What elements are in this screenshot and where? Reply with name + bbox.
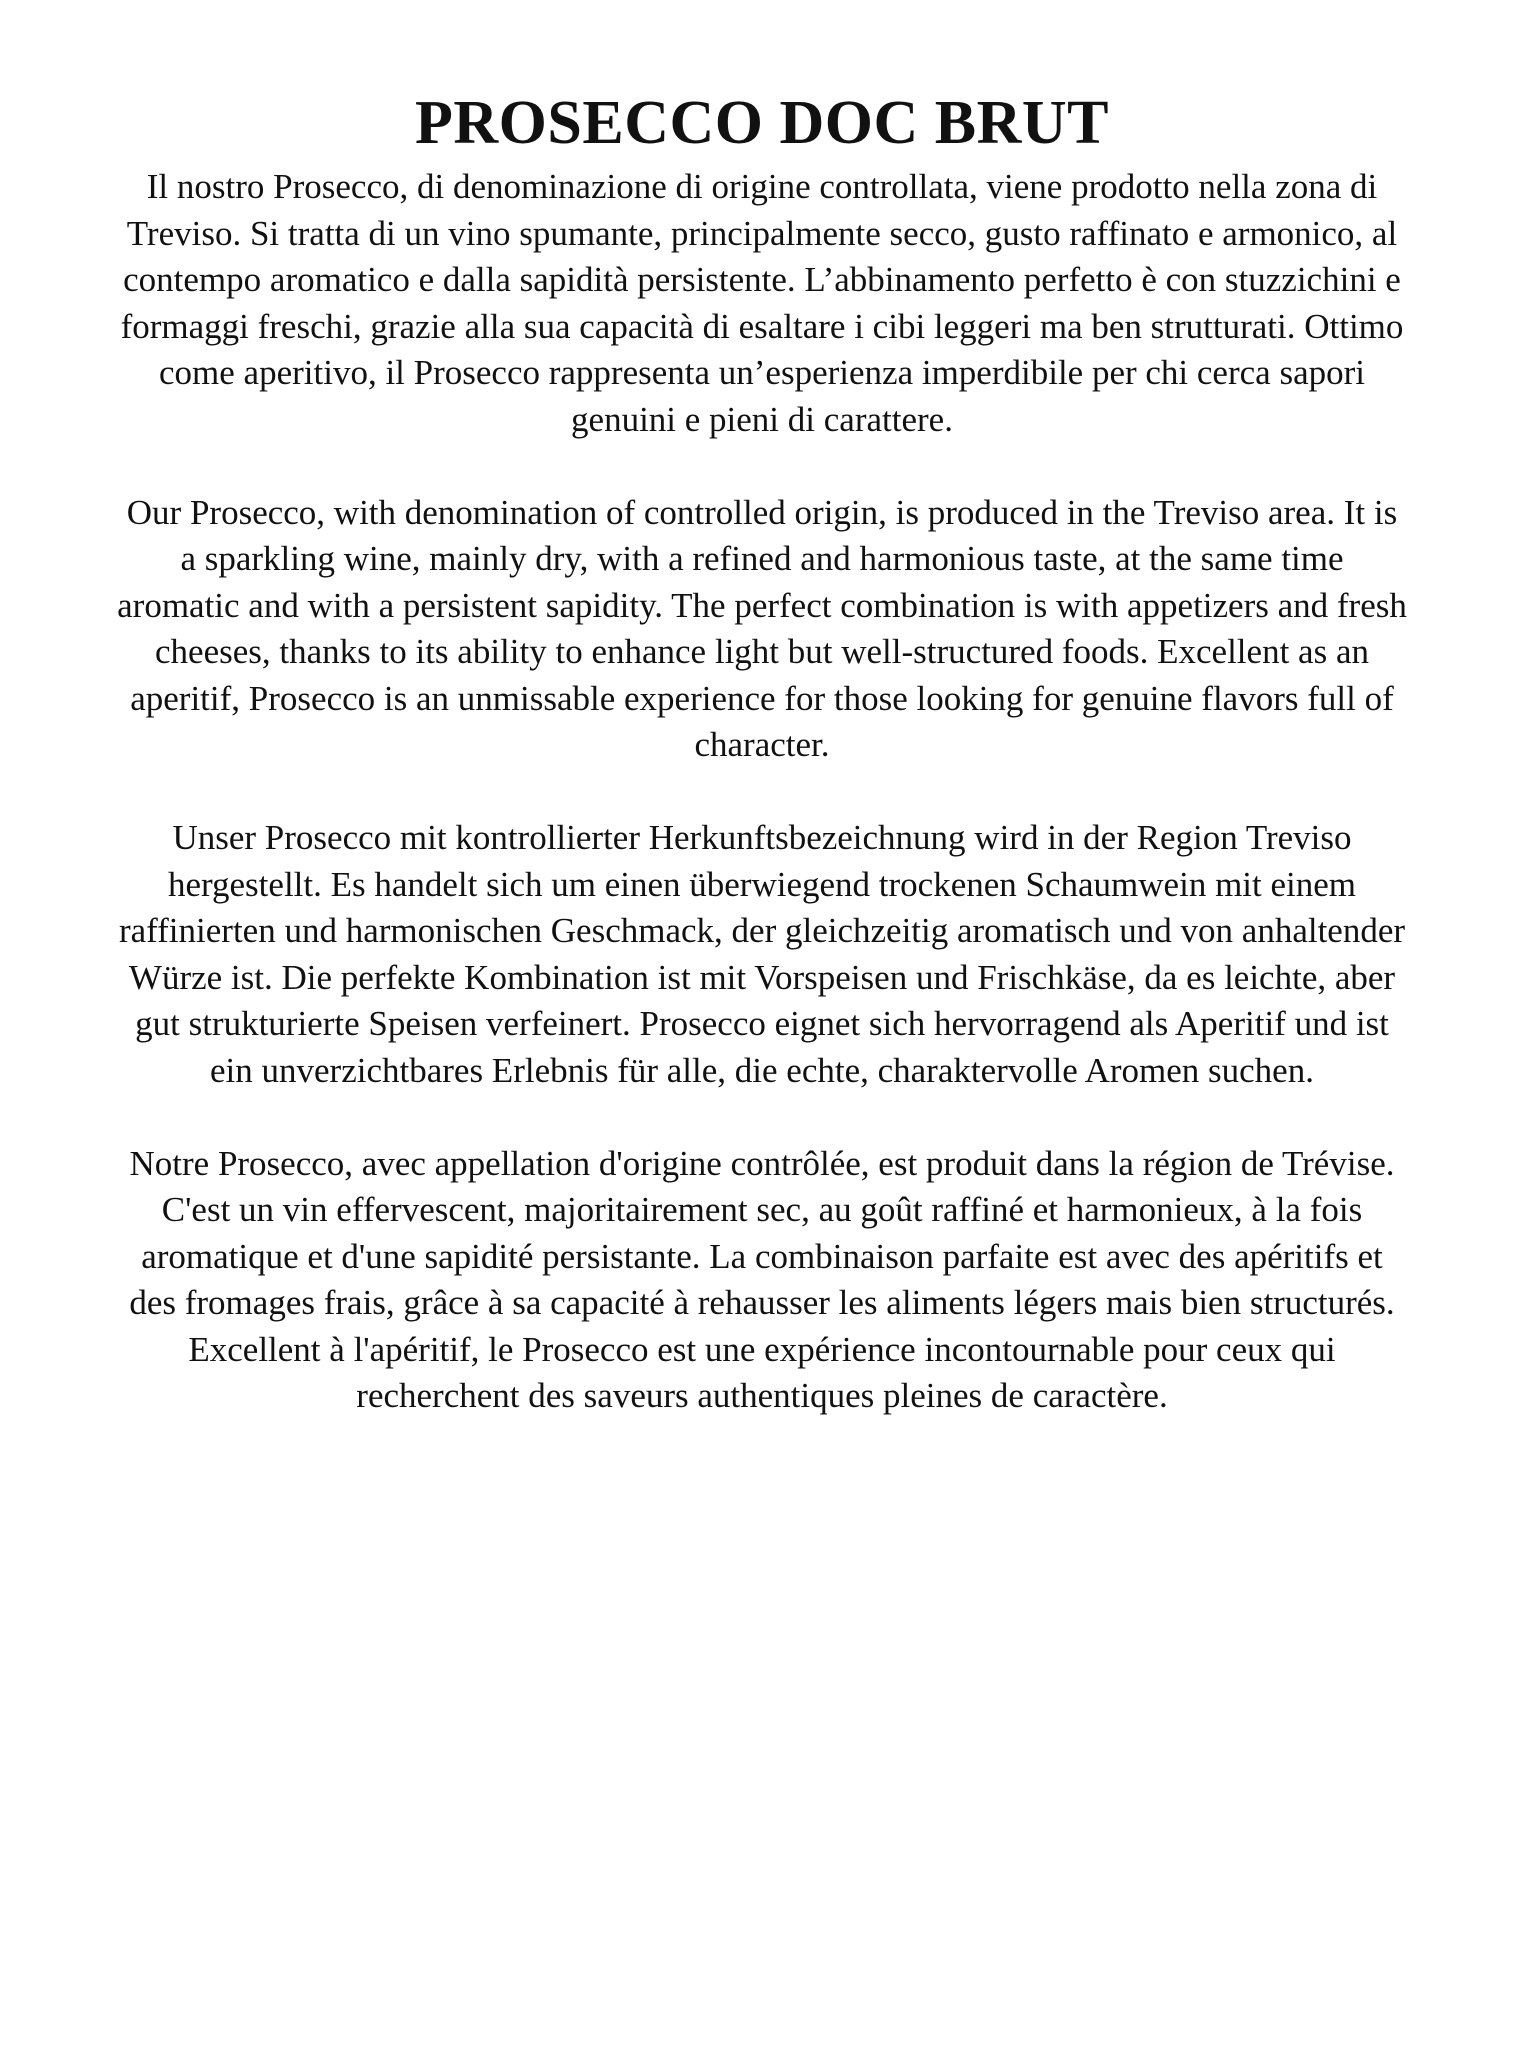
description-english: Our Prosecco, with denomination of controlled origin, is produced in the Treviso area. It is a sparkling wine, mainly dry, with a refined and harmonious taste, at the same time aromatic and with a persistent sapidity. The perfect combination is with appetizers and fresh cheeses, thanks to its ability to enhance light but well-structured foods. Excellent as an aperitif, Prosecco is an unmissable experience for those looking for genuine flavors full of character. — [117, 492, 1407, 764]
description-italian: Il nostro Prosecco, di denominazione di origine controllata, viene prodotto nella zona di Treviso. Si tratta di un vino spumante, principalmente secco, gusto raffinato e armonico, al contempo aromatico e dalla sapidità persistente. L’abbinamento perfetto è con stuzzichini e formaggi freschi, grazie alla sua capacità di esaltare i cibi leggeri ma ben strutturati. Ottimo come aperitivo, il Prosecco rappresenta un’esperienza imperdibile per chi cerca sapori genuini e pieni di carattere. — [120, 167, 1404, 439]
description-german: Unser Prosecco mit kontrollierter Herkunftsbezeichnung wird in der Region Treviso hergestellt. Es handelt sich um einen überwiegend trockenen Schaumwein mit einem raffinierten und harmonischen Geschmack, der gleichzeitig aromatisch und von anhaltender Würze ist. Die perfekte Kombination ist mit Vorspeisen und Frischkäse, da es leichte, aber gut strukturierte Speisen verfeinert. Prosecco eignet sich hervorragend als Aperitif und ist ein unverzichtbares Erlebnis für alle, die echte, charaktervolle Aromen suchen. — [118, 818, 1406, 1090]
description-french: Notre Prosecco, avec appellation d'origine contrôlée, est produit dans la région de Trévise. C'est un vin effervescent, majoritairement sec, au goût raffiné et harmonieux, à la fois aromatique et d'une sapidité persistante. La combinaison parfaite est avec des apéritifs et des fromages frais, grâce à sa capacité à rehausser les aliments légers mais bien structurés. Excellent à l'apéritif, le Prosecco est une expérience incontournable pour ceux qui recherchent des saveurs authentiques pleines de caractère. — [129, 1143, 1395, 1415]
document-title: PROSECCO DOC BRUT — [414, 89, 1109, 157]
